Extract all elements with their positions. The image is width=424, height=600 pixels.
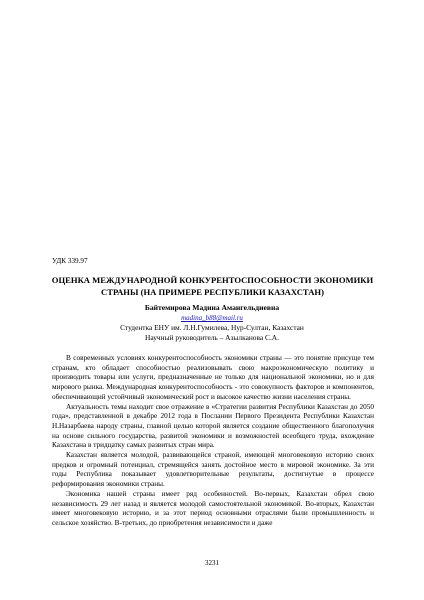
body-paragraph: В современных условиях конкурентоспособность экономики страны — это понятие присуще тем странам, кто обладает способностью реализовывать свою макроэкономическую политику и производить товары или услуги, предназначенные не только для национальной экономики, но и для мирового рынка. Международная конкурентоспособность - это совокупность факторов и компонентов, обеспечивающий устойчивый экономический рост и высокое качество жизни населения страны. <box>52 354 374 401</box>
paper-title: ОЦЕНКА МЕЖДУНАРОДНОЙ КОНКУРЕНТОСПОСОБНОСТИ ЭКОНОМИКИ СТРАНЫ (НА ПРИМЕРЕ РЕСПУБЛИКИ КАЗАХСТАН) <box>51 275 374 297</box>
article-body <box>52 354 374 529</box>
body-paragraph: Экономика нашей страны имеет ряд особенностей. Во-первых, Казахстан обрел свою независимость 29 лет назад и является молодой самостоятельной экономикой. Во-вторых, Казахстан имеет многовековую историю, и за этот период основными отраслями были промышленность и сельское хозяйство. В-третьих, до приобретения независимости и даже <box>52 489 374 527</box>
author-name: Байтемирова Мадина Амангельдиевна <box>144 303 280 312</box>
body-paragraph: Казахстан является молодой, развивающейся страной, имеющей многовековую историю своих предков и огромный потенциал, стремящейся занять достойное место в мировой экономике. За эти годы Республика показывает удовлетворительные результаты, достигнутые в процессе реформирования экономики страны. <box>52 451 374 489</box>
page-number: 3231 <box>205 559 219 567</box>
udk-code: УДК 339.97 <box>52 257 88 265</box>
author-email-link[interactable]: madina_b88@mail.ru <box>181 314 243 322</box>
scientific-advisor: Научный руководитель – Азылканова С.А. <box>145 333 279 342</box>
body-paragraph: Актуальность темы находит свое отражение в «Стратегии развития Республики Казахстан до 2050 года», представленной в декабре 2012 года в Послании Первого Президента Республики Казахстан Н.Назарбаева народу страны, главной целью которой является создание общественного благополучия на основе сильного государства, развитой экономики и возможностей всеобщего труда, вхождение Казахстана в тридцатку самых развитых стран мира. <box>52 402 374 450</box>
author-affiliation: Студентка ЕНУ им. Л.Н.Гумилева, Нур-Султан, Казахстан <box>120 323 304 332</box>
